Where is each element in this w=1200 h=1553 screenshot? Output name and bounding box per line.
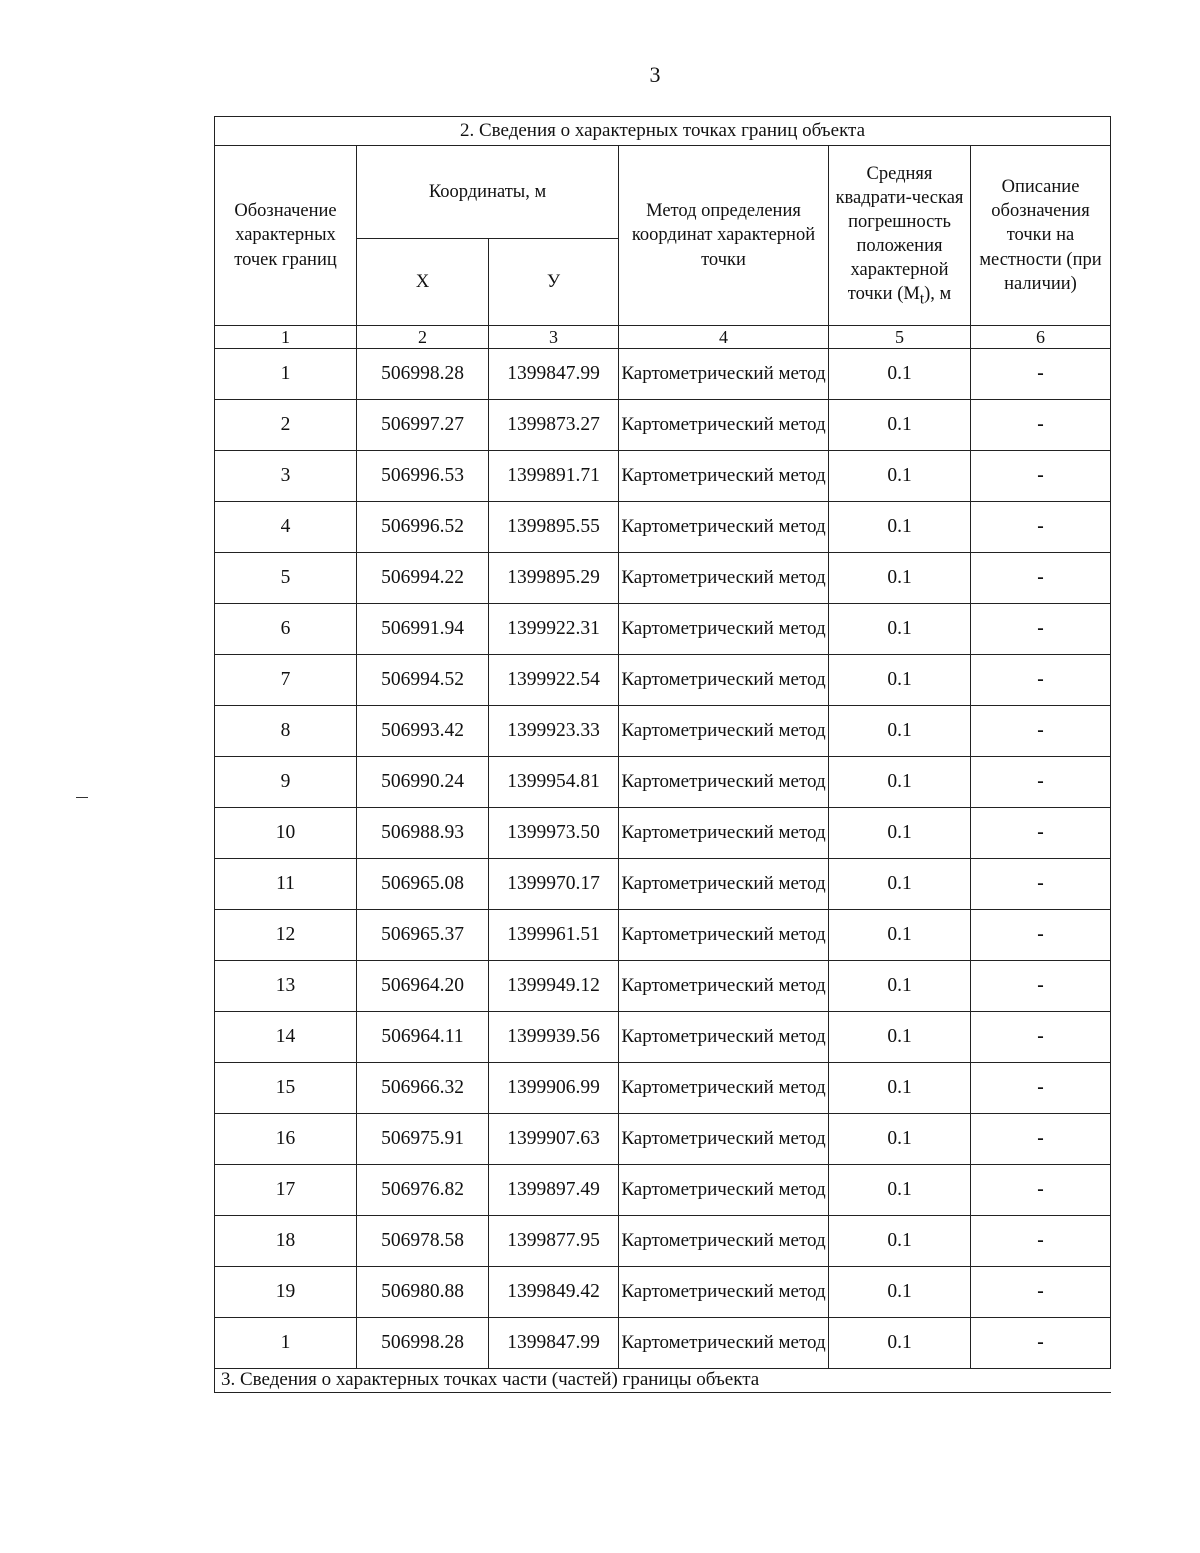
method-cell: Картометрический метод xyxy=(619,1063,829,1114)
description-cell: - xyxy=(971,1165,1111,1216)
error-cell: 0.1 xyxy=(829,400,971,451)
y-coordinate-cell: 1399906.99 xyxy=(489,1063,619,1114)
point-cell: 12 xyxy=(215,910,357,961)
y-coordinate-cell: 1399849.42 xyxy=(489,1267,619,1318)
column-number: 3 xyxy=(489,326,619,349)
y-coordinate-cell: 1399847.99 xyxy=(489,349,619,400)
table-row xyxy=(215,1216,1111,1267)
y-coordinate-cell: 1399847.99 xyxy=(489,1318,619,1369)
x-coordinate-cell: 506966.32 xyxy=(357,1063,489,1114)
table-row xyxy=(215,757,1111,808)
method-cell: Картометрический метод xyxy=(619,1318,829,1369)
point-cell: 2 xyxy=(215,400,357,451)
error-cell: 0.1 xyxy=(829,910,971,961)
method-cell: Картометрический метод xyxy=(619,859,829,910)
table-row xyxy=(215,451,1111,502)
method-cell: Картометрический метод xyxy=(619,910,829,961)
y-coordinate-cell: 1399923.33 xyxy=(489,706,619,757)
x-coordinate-cell: 506978.58 xyxy=(357,1216,489,1267)
point-cell: 4 xyxy=(215,502,357,553)
x-coordinate-cell: 506996.52 xyxy=(357,502,489,553)
x-coordinate-cell: 506998.28 xyxy=(357,1318,489,1369)
point-cell: 1 xyxy=(215,349,357,400)
x-coordinate-cell: 506994.52 xyxy=(357,655,489,706)
method-cell: Картометрический метод xyxy=(619,706,829,757)
x-coordinate-cell: 506997.27 xyxy=(357,400,489,451)
header-designation: Обозначение характерных точек границ xyxy=(215,146,357,326)
x-coordinate-cell: 506988.93 xyxy=(357,808,489,859)
point-cell: 9 xyxy=(215,757,357,808)
description-cell: - xyxy=(971,706,1111,757)
description-cell: - xyxy=(971,1114,1111,1165)
point-cell: 13 xyxy=(215,961,357,1012)
description-cell: - xyxy=(971,1216,1111,1267)
error-cell: 0.1 xyxy=(829,808,971,859)
point-cell: 14 xyxy=(215,1012,357,1063)
x-coordinate-cell: 506964.11 xyxy=(357,1012,489,1063)
description-cell: - xyxy=(971,1267,1111,1318)
table-row xyxy=(215,400,1111,451)
header-error-unit: ), м xyxy=(924,283,952,304)
y-coordinate-cell: 1399922.31 xyxy=(489,604,619,655)
header-description: Описание обозначения точки на местности (при наличии) xyxy=(971,146,1111,326)
method-cell: Картометрический метод xyxy=(619,757,829,808)
y-coordinate-cell: 1399897.49 xyxy=(489,1165,619,1216)
x-coordinate-cell: 506975.91 xyxy=(357,1114,489,1165)
point-cell: 7 xyxy=(215,655,357,706)
method-cell: Картометрический метод xyxy=(619,604,829,655)
error-cell: 0.1 xyxy=(829,1063,971,1114)
header-method: Метод определения координат характерной точки xyxy=(619,146,829,326)
method-cell: Картометрический метод xyxy=(619,451,829,502)
column-number: 4 xyxy=(619,326,829,349)
point-cell: 5 xyxy=(215,553,357,604)
margin-mark xyxy=(76,797,88,798)
header-error-subscript: t xyxy=(919,290,925,308)
table-row xyxy=(215,349,1111,400)
description-cell: - xyxy=(971,1012,1111,1063)
error-cell: 0.1 xyxy=(829,655,971,706)
column-number: 1 xyxy=(215,326,357,349)
column-number-row xyxy=(215,326,1111,349)
y-coordinate-cell: 1399877.95 xyxy=(489,1216,619,1267)
error-cell: 0.1 xyxy=(829,859,971,910)
description-cell: - xyxy=(971,655,1111,706)
column-number: 5 xyxy=(829,326,971,349)
method-cell: Картометрический метод xyxy=(619,1216,829,1267)
header-y: У xyxy=(489,239,619,326)
y-coordinate-cell: 1399873.27 xyxy=(489,400,619,451)
description-cell: - xyxy=(971,400,1111,451)
error-cell: 0.1 xyxy=(829,553,971,604)
point-cell: 8 xyxy=(215,706,357,757)
description-cell: - xyxy=(971,1318,1111,1369)
y-coordinate-cell: 1399939.56 xyxy=(489,1012,619,1063)
table-row xyxy=(215,1318,1111,1369)
error-cell: 0.1 xyxy=(829,1216,971,1267)
table-row xyxy=(215,1165,1111,1216)
description-cell: - xyxy=(971,859,1111,910)
table-row xyxy=(215,553,1111,604)
header-error xyxy=(829,146,971,326)
section2-title: 2. Сведения о характерных точках границ объекта xyxy=(215,117,1111,146)
description-cell: - xyxy=(971,604,1111,655)
point-cell: 6 xyxy=(215,604,357,655)
table-row xyxy=(215,706,1111,757)
method-cell: Картометрический метод xyxy=(619,502,829,553)
table-row xyxy=(215,1267,1111,1318)
table-row xyxy=(215,1012,1111,1063)
table-row xyxy=(215,859,1111,910)
column-number: 6 xyxy=(971,326,1111,349)
method-cell: Картометрический метод xyxy=(619,961,829,1012)
header-coordinates: Координаты, м xyxy=(357,146,619,239)
x-coordinate-cell: 506993.42 xyxy=(357,706,489,757)
description-cell: - xyxy=(971,349,1111,400)
error-cell: 0.1 xyxy=(829,757,971,808)
table-row xyxy=(215,604,1111,655)
x-coordinate-cell: 506965.37 xyxy=(357,910,489,961)
y-coordinate-cell: 1399895.55 xyxy=(489,502,619,553)
point-cell: 1 xyxy=(215,1318,357,1369)
error-cell: 0.1 xyxy=(829,1012,971,1063)
y-coordinate-cell: 1399961.51 xyxy=(489,910,619,961)
method-cell: Картометрический метод xyxy=(619,1114,829,1165)
method-cell: Картометрический метод xyxy=(619,553,829,604)
error-cell: 0.1 xyxy=(829,1114,971,1165)
point-cell: 16 xyxy=(215,1114,357,1165)
x-coordinate-cell: 506976.82 xyxy=(357,1165,489,1216)
point-cell: 11 xyxy=(215,859,357,910)
method-cell: Картометрический метод xyxy=(619,655,829,706)
x-coordinate-cell: 506998.28 xyxy=(357,349,489,400)
column-number: 2 xyxy=(357,326,489,349)
error-cell: 0.1 xyxy=(829,961,971,1012)
header-error-text: Средняя квадрати-ческая погрешность положения характерной точки (M xyxy=(835,163,964,304)
description-cell: - xyxy=(971,502,1111,553)
description-cell: - xyxy=(971,451,1111,502)
error-cell: 0.1 xyxy=(829,349,971,400)
method-cell: Картометрический метод xyxy=(619,349,829,400)
x-coordinate-cell: 506994.22 xyxy=(357,553,489,604)
point-cell: 18 xyxy=(215,1216,357,1267)
x-coordinate-cell: 506991.94 xyxy=(357,604,489,655)
y-coordinate-cell: 1399970.17 xyxy=(489,859,619,910)
table-row xyxy=(215,808,1111,859)
error-cell: 0.1 xyxy=(829,502,971,553)
method-cell: Картометрический метод xyxy=(619,1165,829,1216)
x-coordinate-cell: 506996.53 xyxy=(357,451,489,502)
description-cell: - xyxy=(971,910,1111,961)
x-coordinate-cell: 506964.20 xyxy=(357,961,489,1012)
table-row xyxy=(215,1114,1111,1165)
error-cell: 0.1 xyxy=(829,604,971,655)
y-coordinate-cell: 1399907.63 xyxy=(489,1114,619,1165)
point-cell: 15 xyxy=(215,1063,357,1114)
table-row xyxy=(215,1063,1111,1114)
error-cell: 0.1 xyxy=(829,1267,971,1318)
description-cell: - xyxy=(971,808,1111,859)
error-cell: 0.1 xyxy=(829,706,971,757)
y-coordinate-cell: 1399954.81 xyxy=(489,757,619,808)
point-cell: 19 xyxy=(215,1267,357,1318)
section3-title: 3. Сведения о характерных точках части (частей) границы объекта xyxy=(215,1369,1111,1393)
table-row xyxy=(215,655,1111,706)
point-cell: 10 xyxy=(215,808,357,859)
x-coordinate-cell: 506990.24 xyxy=(357,757,489,808)
table-body xyxy=(215,349,1111,1369)
point-cell: 3 xyxy=(215,451,357,502)
x-coordinate-cell: 506980.88 xyxy=(357,1267,489,1318)
y-coordinate-cell: 1399973.50 xyxy=(489,808,619,859)
error-cell: 0.1 xyxy=(829,451,971,502)
header-x: X xyxy=(357,239,489,326)
description-cell: - xyxy=(971,757,1111,808)
table-row xyxy=(215,502,1111,553)
table-row xyxy=(215,910,1111,961)
x-coordinate-cell: 506965.08 xyxy=(357,859,489,910)
y-coordinate-cell: 1399922.54 xyxy=(489,655,619,706)
y-coordinate-cell: 1399895.29 xyxy=(489,553,619,604)
method-cell: Картометрический метод xyxy=(619,1267,829,1318)
description-cell: - xyxy=(971,1063,1111,1114)
error-cell: 0.1 xyxy=(829,1318,971,1369)
error-cell: 0.1 xyxy=(829,1165,971,1216)
y-coordinate-cell: 1399949.12 xyxy=(489,961,619,1012)
table-row xyxy=(215,961,1111,1012)
page-number: 3 xyxy=(649,62,661,87)
y-coordinate-cell: 1399891.71 xyxy=(489,451,619,502)
method-cell: Картометрический метод xyxy=(619,400,829,451)
boundary-points-table xyxy=(214,116,1111,1393)
description-cell: - xyxy=(971,961,1111,1012)
method-cell: Картометрический метод xyxy=(619,808,829,859)
point-cell: 17 xyxy=(215,1165,357,1216)
description-cell: - xyxy=(971,553,1111,604)
method-cell: Картометрический метод xyxy=(619,1012,829,1063)
